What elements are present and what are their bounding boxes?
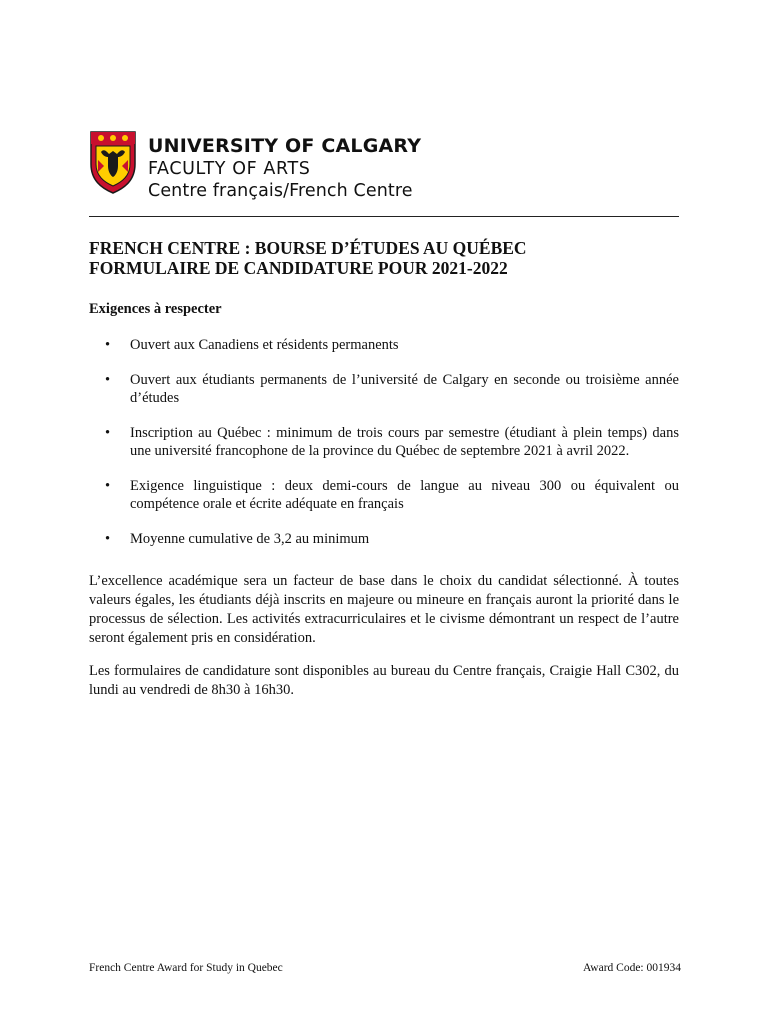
bullet-icon: • bbox=[105, 531, 111, 547]
header-divider bbox=[89, 216, 679, 217]
faculty-name: FACULTY OF ARTS bbox=[148, 159, 311, 179]
centre-name: Centre français/French Centre bbox=[148, 181, 413, 201]
list-item bbox=[89, 424, 679, 460]
selection-paragraph: L’excellence académique sera un facteur de base dans le choix du candidat sélectionné. À toutes valeurs égales, les étudiants déjà inscrits en majeure ou mineure en français auront la priorité dans le processus de sélection. Les activités extracurriculaires et le civisme démontrant un respect de l’autre seront également pris en considération. bbox=[89, 573, 679, 646]
bullet-icon: • bbox=[105, 372, 111, 388]
requirement-text: Ouvert aux étudiants permanents de l’université de Calgary en seconde ou troisième année d’études bbox=[130, 372, 679, 406]
title-line-2: FORMULAIRE DE CANDIDATURE POUR 2021-2022 bbox=[89, 258, 508, 278]
requirement-text: Ouvert aux Canadiens et résidents permanents bbox=[130, 337, 399, 353]
footer-award-name: French Centre Award for Study in Quebec bbox=[89, 962, 283, 974]
footer-award-code: Award Code: 001934 bbox=[583, 962, 681, 974]
title-line-1: FRENCH CENTRE : BOURSE D’ÉTUDES AU QUÉBEC bbox=[89, 238, 527, 258]
requirement-text: Exigence linguistique : deux demi-cours de langue au niveau 300 ou équivalent ou compétence orale et écrite adéquate en français bbox=[130, 478, 679, 512]
page-title bbox=[89, 238, 689, 278]
list-item bbox=[89, 336, 679, 354]
bullet-icon: • bbox=[105, 425, 111, 441]
university-crest-icon bbox=[89, 130, 137, 194]
bullet-icon: • bbox=[105, 478, 111, 494]
university-branding bbox=[148, 134, 421, 202]
requirements-heading: Exigences à respecter bbox=[89, 301, 222, 317]
list-item bbox=[89, 530, 679, 548]
list-item bbox=[89, 477, 679, 513]
availability-paragraph: Les formulaires de candidature sont disponibles au bureau du Centre français, Craigie Hall C302, du lundi au vendredi de 8h30 à 16h30. bbox=[89, 663, 679, 698]
requirement-text: Inscription au Québec : minimum de trois cours par semestre (étudiant à plein temps) dans une université francophone de la province du Québec de septembre 2021 à avril 2022. bbox=[130, 425, 679, 459]
list-item bbox=[89, 371, 679, 407]
university-name: UNIVERSITY OF CALGARY bbox=[148, 135, 422, 157]
bullet-icon: • bbox=[105, 337, 111, 353]
requirements-list bbox=[89, 336, 679, 548]
requirement-text: Moyenne cumulative de 3,2 au minimum bbox=[130, 531, 370, 547]
